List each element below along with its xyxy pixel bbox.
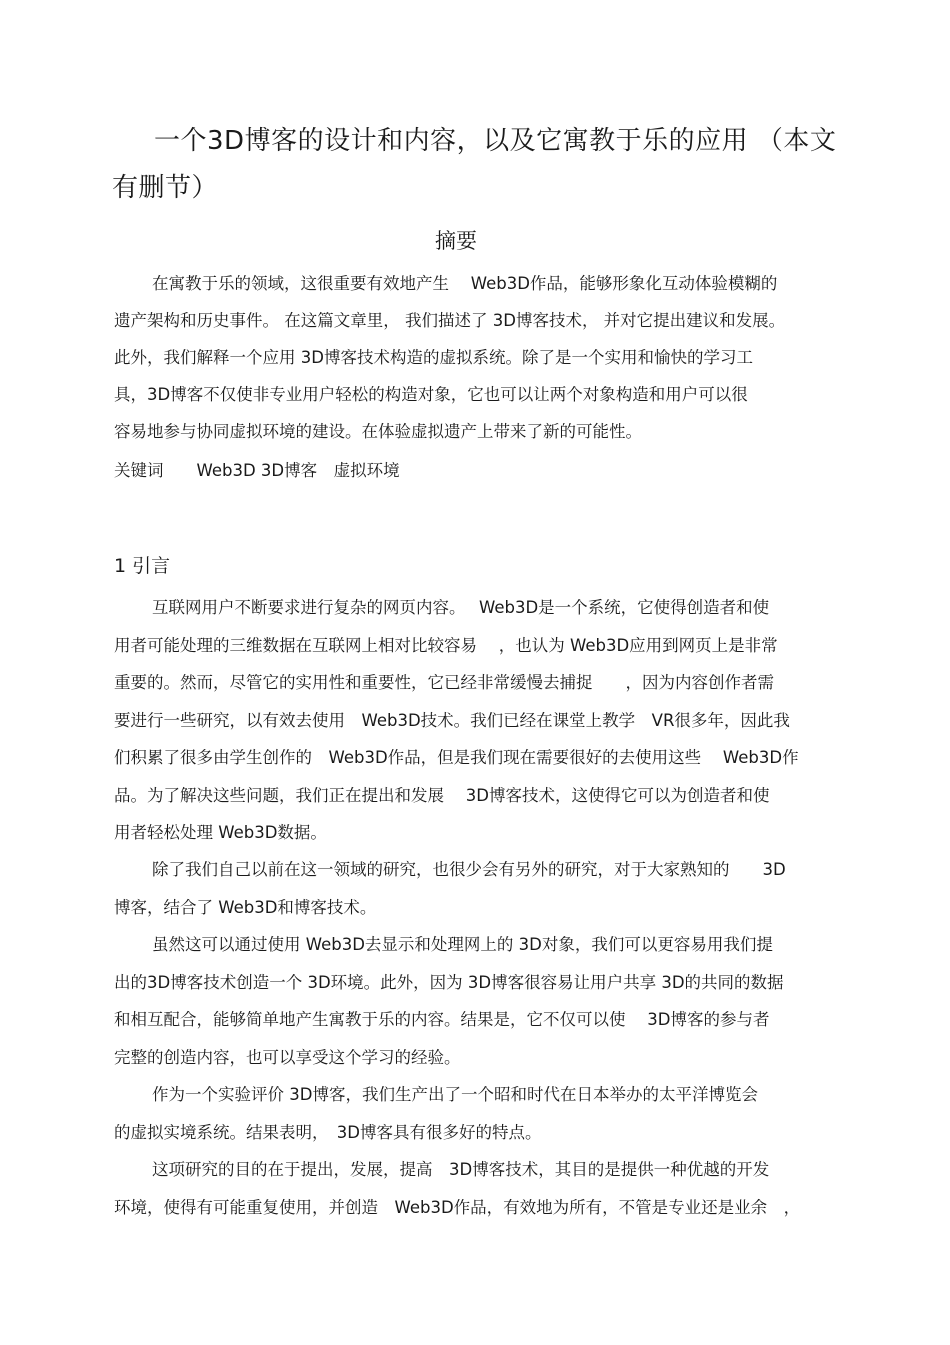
body-line: 虽然这可以通过使用 Web3D去显示和处理网上的 3D对象，我们可以更容易用我们提 (152, 935, 773, 954)
body-line: 和相互配合，能够简单地产生寓教于乐的内容。结果是，它不仅可以使 3D博客的参与者 (114, 1010, 770, 1029)
body-line: 作为一个实验评价 3D博客，我们生产出了一个昭和时代在日本举办的太平洋博览会 (152, 1085, 758, 1104)
abstract-line: 此外，我们解释一个应用 3D博客技术构造的虚拟系统。除了是一个实用和愉快的学习工 (114, 348, 753, 367)
abstract-line: 在寓教于乐的领域，这很重要有效地产生 Web3D作品，能够形象化互动体验模糊的 (152, 274, 778, 293)
abstract-line: 具，3D博客不仅使非专业用户轻松的构造对象，它也可以让两个对象构造和用户可以很 (114, 385, 748, 404)
body-line: 互联网用户不断要求进行复杂的网页内容。 Web3D是一个系统，它使得创造者和使 (152, 598, 770, 617)
body-line: 用者轻松处理 Web3D数据。 (114, 823, 327, 842)
body-line: 出的3D博客技术创造一个 3D环境。此外，因为 3D博客很容易让用户共享 3D的共同的数据 (114, 973, 784, 992)
body-line: 博客，结合了 Web3D和博客技术。 (114, 898, 377, 917)
abstract-line: 容易地参与协同虚拟环境的建设。在体验虚拟遗产上带来了新的可能性。 (114, 422, 642, 441)
body-line: 这项研究的目的在于提出，发展，提高 3D博客技术，其目的是提供一种优越的开发 (152, 1160, 770, 1179)
section-heading-introduction: 1 引言 (114, 555, 171, 577)
abstract-heading: 摘要 (435, 229, 477, 253)
body-line: 完整的创造内容，也可以享受这个学习的经验。 (114, 1048, 461, 1067)
paper-title: 一个3D博客的设计和内容，以及它寓教于乐的应用 （本文有删节） (112, 126, 837, 203)
body-line: 重要的。然而，尽管它的实用性和重要性，它已经非常缓慢去捕捉 ，因为内容创作者需 (114, 673, 774, 692)
keywords-line: 关键词 Web3D 3D博客 虚拟环境 (114, 461, 400, 480)
body-line: 品。为了解决这些问题，我们正在提出和发展 3D博客技术，这使得它可以为创造者和使 (114, 786, 770, 805)
body-line: 除了我们自己以前在这一领域的研究，也很少会有另外的研究，对于大家熟知的 3D (152, 860, 786, 879)
body-line: 要进行一些研究，以有效去使用 Web3D技术。我们已经在课堂上教学 VR很多年，因此我 (114, 711, 790, 730)
body-line: 用者可能处理的三维数据在互联网上相对比较容易 ，也认为 Web3D应用到网页上是非常 (114, 636, 778, 655)
body-line: 们积累了很多由学生创作的 Web3D作品，但是我们现在需要很好的去使用这些 Web3D作 (114, 748, 799, 767)
body-line: 的虚拟实境系统。结果表明， 3D博客具有很多好的特点。 (114, 1123, 542, 1142)
body-line: 环境，使得有可能重复使用，并创造 Web3D作品，有效地为所有，不管是专业还是业余 ， (114, 1198, 801, 1217)
abstract-line: 遗产架构和历史事件。 在这篇文章里， 我们描述了 3D博客技术， 并对它提出建议和发展。 (114, 311, 786, 330)
